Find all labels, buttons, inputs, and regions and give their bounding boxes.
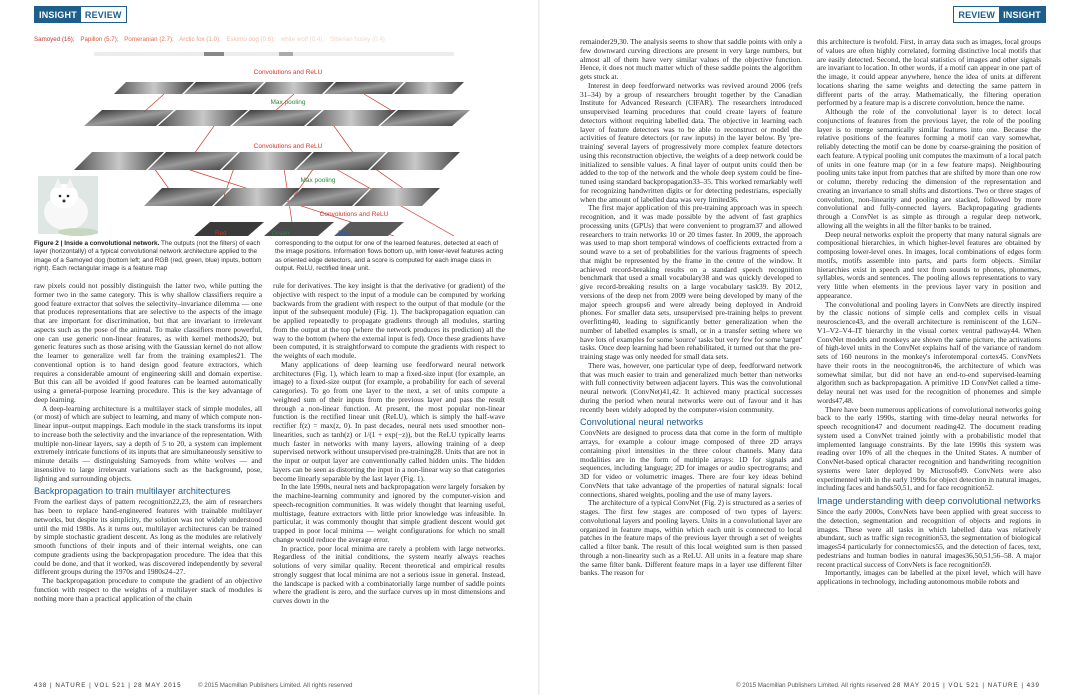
paragraph: raw pixels could not possibly distinguish the latter two, while putting the former two in the same category. This is why shallow classifiers require a good feature extractor that solves the selectivity–invariance dilemma — one that produces representations that are selective to the aspects of the image that are important for discrimination, but that are invariant to irrelevant aspects such as the pose of the animal. To make classifiers more powerful, one can use generic non-linear features, as with kernel methods20, but generic features such as those arising with the Gaussian kernel do not allow the learner to generalize well far from the training examples21. The conventional option is to hand design good feature extractors, which requires a considerable amount of engineering skill and domain expertise. But this can all be avoided if good features can be learned automatically using a general-purpose learning procedure. This is the key advantage of deep learning.: [34, 282, 262, 404]
section-heading: Backpropagation to train multilayer architectures: [34, 486, 231, 497]
class-score: white wolf (0.4);: [280, 36, 325, 43]
paragraph: The convolutional and pooling layers in ConvNets are directly inspired by the classic notions of simple cells and complex cells in visual neuroscience43, and the overall architecture is reminiscent of the LGN–V1–V2–V4–IT hierarchy in the visual cortex ventral pathway44. When ConvNet models and monkeys are shown the same picture, the activations of high-level units in the ConvNet explains half of the variance of random sets of 160 neurons in the monkey's inferotemporal cortex45. ConvNets have their roots in the neocognitron46, the architecture of which was somewhat similar, but did not have an end-to-end supervised-learning algorithm such as backpropagation. A primitive 1D ConvNet called a time-delay neural net was used for the recognition of phonemes and simple words47,48.: [817, 299, 1041, 405]
paragraph: Since the early 2000s, ConvNets have been applied with great success to the detection, segmentation and recognition of objects and regions in images. These were all tasks in which labelled data was relatively abundant, such as traffic sign recognition53, the segmentation of biological images54 particularly for connectomics55, and the detection of faces, text, pedestrians and human bodies in natural images36,50,51,56–58. A major recent practical success of ConvNets is face recognition59.: [817, 507, 1041, 569]
paragraph: Although the role of the convolutional layer is to detect local conjunctions of features from the previous layer, the role of the pooling layer is to merge semantically similar features into one. Because the relative positions of the features forming a motif can vary somewhat, reliably detecting the motif can be done by coarse-graining the position of each feature. A typical pooling unit computes the maximum of a local patch of units in one feature map (or in a few feature maps). Neighbouring pooling units take input from patches that are shifted by more than one row or column, thereby reducing the dimension of the representation and creating an invariance to small shifts and distortions. Two or three stages of convolution, non-linearity and pooling are stacked, followed by more convolutional and fully-connected layers. Backpropagating gradients through a ConvNet is as simple as through a regular deep network, allowing all the weights in all the filter banks to be trained.: [817, 107, 1041, 230]
channel-blue-label: Blue: [338, 230, 351, 237]
figure-2: [34, 36, 506, 236]
feature-maps-row-3: [74, 152, 460, 170]
layer-label: Convolutions and ReLU: [253, 143, 323, 150]
paragraph: In practice, poor local minima are rarely a problem with large networks. Regardless of the initial conditions, the system nearly always reaches solutions of very similar quality. Recent theoretical and empirical results strongly suggest that local minima are not a serious issue in general. Instead, the landscape is packed with a combinatorially large number of saddle points where the gradient is zero, and the surface curves up in most dimensions and curves down in the: [273, 543, 505, 605]
class-score: Siberian husky (0.4): [329, 36, 385, 43]
copyright-notice: © 2015 Macmillan Publishers Limited. All rights reserved: [736, 682, 891, 689]
paragraph: remainder29,30. The analysis seems to show that saddle points with only a few downward curving directions are present in very large numbers, but almost all of them have very similar values of the objective function. Hence, it does not much matter which of these saddle points the algorithm gets stuck at.: [580, 38, 802, 81]
review-tag: REVIEW: [81, 7, 126, 22]
page-folio: 28 MAY 2015 | VOL 521 | NATURE | 439: [892, 682, 1040, 689]
paragraph: Importantly, images can be labelled at the pixel level, which will have applications in technology, including autonomous mobile robots and: [817, 568, 1041, 586]
paragraph: The first major application of this pre-training approach was in speech recognition, and it was made possible by the advent of fast graphics processing units (GPUs) that were convenient to program37 and allowed researchers to train networks 10 or 20 times faster. In 2009, the approach was used to map short temporal windows of coefficients extracted from a sound wave to a set of probabilities for the various fragments of speech that might be represented by the frame in the centre of the window. It achieved record-breaking results on a standard speech recognition benchmark that used a small vocabulary38 and was quickly developed to give record-breaking results on a large vocabulary task39. By 2012, versions of the deep net from 2009 were being developed by many of the major speech groups6 and were already being deployed in Android phones. For smaller data sets, unsupervised pre-training helps to prevent overfitting40, leading to significantly better generalization when the number of labelled examples is small, or in a transfer setting where we have lots of examples for some 'source' tasks but very few for some 'target' tasks. Once deep learning had been rehabilitated, it turned out that the pre-training stage was only needed for small data sets.: [580, 203, 802, 361]
feature-maps-row-1: [114, 82, 464, 94]
section-badge: [34, 6, 127, 23]
paragraph: The architecture of a typical ConvNet (Fig. 2) is structured as a series of stages. The first few stages are composed of two types of layers: convolutional layers and pooling layers. Units in a convolutional layer are organized in feature maps, within which each unit is connected to local patches in the feature maps of the previous layer through a set of weights called a filter bank. The result of this local weighted sum is then passed through a non-linearity such as a ReLU. All units in a feature map share the same filter bank. Different feature maps in a layer use different filter banks. The reason for: [580, 498, 802, 578]
feature-maps-row-4: [144, 188, 440, 206]
class-score: Papillon (5.7);: [80, 36, 119, 43]
paragraph: A deep-learning architecture is a multilayer stack of simple modules, all (or most) of which are subject to learning, and many of which compute non-linear input–output mappings. Each module in the stack transforms its input to increase both the selectivity and the invariance of the representation. With multiple non-linear layers, say a depth of 5 to 20, a system can implement extremely intricate functions of its inputs that are simultaneously sensitive to minute details — distinguishing Samoyeds from white wolves — and insensitive to large irrelevant variations such as the background, pose, lighting and surrounding objects.: [34, 403, 262, 483]
insight-tag: INSIGHT: [999, 7, 1045, 22]
paragraph: ConvNets are designed to process data that come in the form of multiple arrays, for example a colour image composed of three 2D arrays containing pixel intensities in the three colour channels. Many data modalities are in the form of multiple arrays: 1D for signals and sequences, including language; 2D for images or audio spectrograms; and 3D for video or volumetric images. There are four key ideas behind ConvNets that take advantage of the properties of natural signals: local connections, shared weights, pooling and the use of many layers.: [580, 428, 802, 499]
class-score: Pomeranian (2.7);: [124, 36, 174, 43]
caption-title: Figure 2 | Inside a convolutional network.: [34, 240, 160, 247]
page-folio: 438 | NATURE | VOL 521 | 28 MAY 2015: [34, 682, 182, 689]
paragraph: Interest in deep feedforward networks was revived around 2006 (refs 31–34) by a group of researchers brought together by the Canadian Institute for Advanced Research (CIFAR). The researchers introduced unsupervised learning procedures that could create layers of feature detectors without requiring labelled data. The objective in learning each layer of feature detectors was to be able to reconstruct or model the activities of feature detectors (or raw inputs) in the layer below. By 'pre-training' several layers of progressively more complex feature detectors using this reconstruction objective, the weights of a deep network could be initialized to sensible values. A final layer of output units could then be added to the top of the network and the whole deep system could be fine-tuned using standard backpropagation33–35. This worked remarkably well for recognizing handwritten digits or for detecting pedestrians, especially when the amount of labelled data was very limited36.: [580, 80, 802, 204]
channel-red-label: Red: [215, 230, 227, 237]
convnet-diagram: [34, 36, 506, 236]
paragraph: The backpropagation procedure to compute the gradient of an objective function with respect to the weights of a multilayer stack of modules is nothing more than a practical application of the chain: [34, 576, 262, 603]
left-column-1: [34, 282, 262, 680]
layer-label: Max pooling: [300, 177, 336, 184]
samoyed-image: [38, 176, 98, 236]
channel-green-label: Green: [272, 230, 290, 237]
paragraph: rule for derivatives. The key insight is that the derivative (or gradient) of the objective with respect to the input of a module can be computed by working backwards from the gradient with respect to the output of that module (or the input of the subsequent module) (Fig. 1). The backpropagation equation can be applied repeatedly to propagate gradients through all modules, starting from the output at the top (where the network produces its prediction) all the way to the bottom (where the external input is fed). Once these gradients have been computed, it is straightforward to compute the gradients with respect to the weights of each module.: [273, 282, 505, 360]
feature-maps-row-2: [84, 110, 470, 126]
paragraph: From the earliest days of pattern recognition22,23, the aim of researchers has been to replace hand-engineered features with trainable multilayer networks, but despite its simplicity, the solution was not widely understood until the mid 1980s. As it turns out, multilayer architectures can be trained by simple stochastic gradient descent. As long as the modules are relatively smooth functions of their inputs and of their internal weights, one can compute gradients using the backpropagation procedure. The idea that this could be done, and that it worked, was discovered independently by several different groups during the 1970s and 1980s24–27.: [34, 497, 262, 577]
paragraph: There was, however, one particular type of deep, feedforward network that was much easier to train and generalized much better than networks with full connectivity between adjacent layers. This was the convolutional neural network (ConvNet)41,42. It achieved many practical successes during the period when neural networks were out of favour and it has recently been widely adopted by the computer-vision community.: [580, 360, 802, 414]
layer-label: Max pooling: [270, 99, 306, 106]
class-score: Arctic fox (1.0);: [179, 36, 221, 43]
paragraph: Many applications of deep learning use feedforward neural network architectures (Fig. 1), which learn to map a fixed-size input (for example, an image) to a fixed-size output (for example, a probability for each of several categories). To go from one layer to the next, a set of units compute a weighted sum of their inputs from the previous layer and pass the result through a non-linear function. At present, the most popular non-linear function is the rectified linear unit (ReLU), which is simply the half-wave rectifier f(z) = max(z, 0). In past decades, neural nets used smoother non-linearities, such as tanh(z) or 1/(1 + exp(−z)), but the ReLU typically learns much faster in networks with many layers, allowing training of a deep supervised network without unsupervised pre-training28. Units that are not in the input or output layer are conventionally called hidden units. The hidden layers can be seen as distorting the input in a non-linear way so that categories become linearly separable by the last layer (Fig. 1).: [273, 359, 505, 483]
left-column-2: [273, 282, 505, 680]
layer-label: Convolutions and ReLU: [253, 69, 323, 76]
insight-tag: INSIGHT: [35, 7, 81, 22]
paragraph: Deep neural networks exploit the property that many natural signals are compositional hierarchies, in which higher-level features are obtained by composing lower-level ones. In images, local combinations of edges form motifs, motifs assemble into parts, and parts form objects. Similar hierarchies exist in speech and text from sounds to phones, phonemes, syllables, words and sentences. The pooling allows representations to vary very little when elements in the previous layer vary in position and appearance.: [817, 229, 1041, 300]
class-score: Samoyed (16);: [34, 36, 75, 43]
layer-label: Convolutions and ReLU: [319, 211, 389, 218]
output-bars: [94, 52, 454, 56]
section-heading: Image understanding with deep convolutional networks: [817, 496, 1041, 506]
copyright-notice: © 2015 Macmillan Publishers Limited. All rights reserved: [198, 682, 353, 689]
figure-caption: [34, 240, 506, 274]
paragraph: this architecture is twofold. First, in array data such as images, local groups of values are often highly correlated, forming distinctive local motifs that are easily detected. Second, the local statistics of images and other signals are invariant to location. In other words, if a motif can appear in one part of the image, it could appear anywhere, hence the idea of units at different locations sharing the same weights and detecting the same pattern in different parts of the array. Mathematically, the filtering operation performed by a feature map is a discrete convolution, hence the name.: [817, 38, 1041, 108]
right-page: [540, 0, 1080, 695]
caption-text: The outputs (not the filters) of each layer (horizontally) of a typical convolutional network architecture applied to the image of a Samoyed dog (bottom left; and RGB (red, green, blue) inputs, bottom right). Each rectangular image is a feature map: [34, 240, 262, 273]
section-heading: Convolutional neural networks: [580, 417, 704, 428]
review-tag: REVIEW: [954, 7, 999, 22]
section-badge: [953, 6, 1046, 23]
class-score: Eskimo dog (0.6);: [226, 36, 276, 43]
right-column-1: [580, 38, 802, 680]
caption-continued: corresponding to the output for one of the learned features, detected at each of the image positions. Information flows bottom up, with lower-level features acting as oriented edge detectors, and a score is computed for each image class in output. ReLU, rectified linear unit.: [275, 240, 504, 273]
right-column-2: [817, 38, 1041, 680]
paragraph: There have been numerous applications of convolutional networks going back to the early 1990s, starting with time-delay neural networks for speech recognition47 and document reading42. The document reading system used a ConvNet trained jointly with a probabilistic model that implemented language constraints. By the late 1990s this system was reading over 10% of all the cheques in the United States. A number of ConvNet-based optical character recognition and handwriting recognition systems were later deployed by Microsoft49. ConvNets were also experimented with in the early 1990s for object detection in natural images, including faces and hands50,51, and for face recognition52.: [817, 404, 1041, 493]
paragraph: In the late 1990s, neural nets and backpropagation were largely forsaken by the machine-learning community and ignored by the computer-vision and speech-recognition communities. It was widely thought that learning useful, multistage, feature extractors with little prior knowledge was infeasible. In particular, it was commonly thought that simple gradient descent would get trapped in poor local minima — weight configurations for which no small change would reduce the average error.: [273, 482, 505, 544]
